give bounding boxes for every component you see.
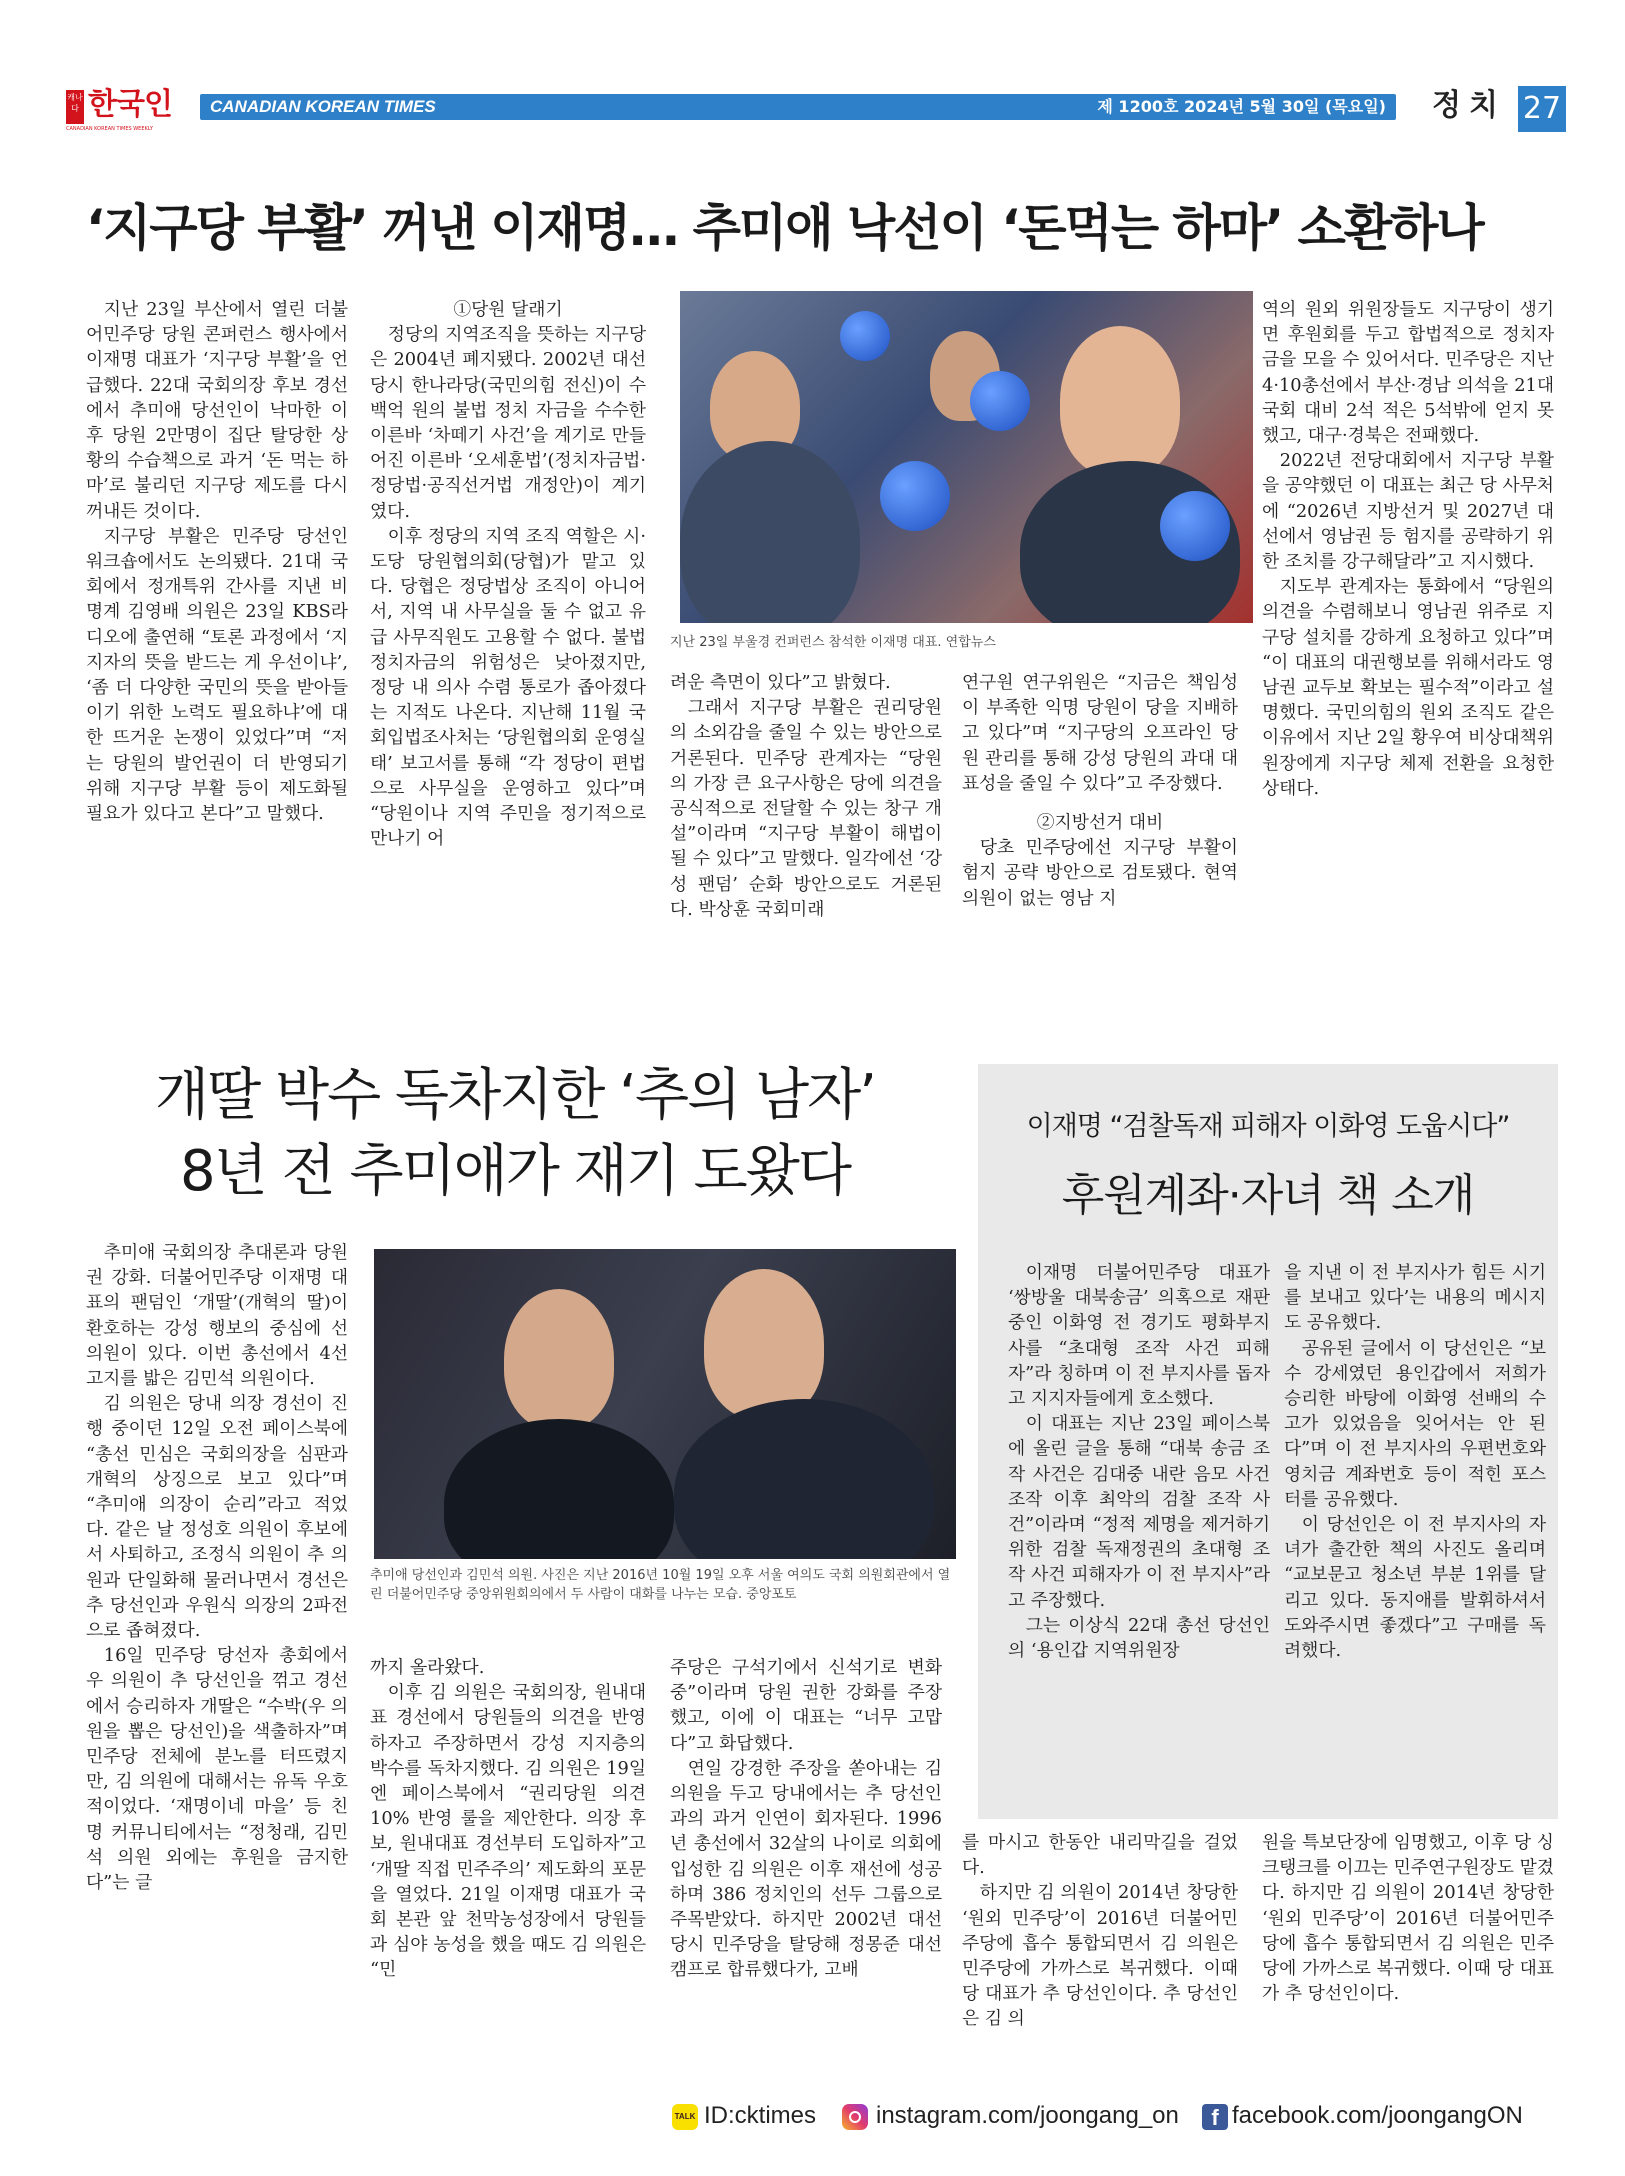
facebook-url: facebook.com/joongangON: [1232, 2102, 1523, 2129]
facebook-link[interactable]: [1202, 2096, 1523, 2136]
paper-name: CANADIAN KOREAN TIMES: [210, 97, 436, 116]
article1-headline: ‘지구당 부활’ 꺼낸 이재명… 추미애 낙선이 ‘돈먹는 하마’ 소환하나: [86, 199, 1483, 257]
paragraph: 를 마시고 한동안 내리막길을 걸었다.: [962, 1832, 1238, 1879]
article1-column-1: [86, 297, 348, 1017]
article1-photo-caption: 지난 23일 부울경 컨퍼런스 참석한 이재명 대표. 연합뉴스: [670, 635, 996, 650]
headline-line: 개딸 박수 독차지한 ‘추의 남자’: [155, 1063, 875, 1128]
paragraph: 역의 원외 위원장들도 지구당이 생기면 후원회를 두고 합법적으로 정치자금을 모을 수 있어서다. 민주당은 지난 4·10총선에서 부산·경남 의석을 21대 국회 대비 2석 적은 5석밖에 얻지 못했고, 대구·경북은 전패했다.: [1262, 299, 1554, 447]
paragraph: 그는 이상식 22대 총선 당선인의 ‘용인갑 지역위원장: [1008, 1614, 1270, 1662]
photo-person: [1060, 326, 1180, 476]
sidebar-column-1: [1008, 1260, 1270, 1790]
masthead: [66, 86, 1566, 134]
article2-column-1: [86, 1240, 348, 2032]
photo-person: [704, 1269, 824, 1419]
logo-box: 캐나다: [66, 90, 84, 124]
kakao-talk-icon: TALK: [672, 2104, 698, 2130]
instagram-icon: [842, 2104, 868, 2130]
paragraph: 그래서 지구당 부활은 권리당원의 소외감을 줄일 수 있는 방안으로 거론된다. 민주당 관계자는 “당원의 가장 큰 요구사항은 당에 의견을 공식적으로 전달할 수 있는 창구 개설”이라며 “지구당 부활이 해법이 될 수 있다”고 말했다. 일각에선 ‘강성 팬덤’ 순화 방안으로도 거론된다. 박상훈 국회미래: [670, 697, 942, 920]
balloon: [970, 371, 1030, 431]
paragraph: 이후 김 의원은 국회의장, 원내대표 경선에서 당원들의 의견을 반영하자고 주장하면서 강성 지지층의 박수를 독차지했다. 김 의원은 19일엔 페이스북에서 “권리당원 의견 10% 반영 룰을 제안한다. 의장 후보, 원내대표 경선부터 도입하자”고 ‘개딸 직접 민주주의’ 제도화의 포문을 열었다. 21일 이재명 대표가 국회 본관 앞 천막농성장에서 당원들과 심야 농성을 했을 때도 김 의원은 “민: [370, 1682, 646, 1981]
article2-column-2: [370, 1655, 646, 2033]
paragraph: 려운 측면이 있다”고 밝혔다.: [670, 672, 891, 693]
headline-line: 8년 전 추미애가 재기 도왔다: [180, 1139, 850, 1204]
article2-column-4: [962, 1830, 1238, 2032]
article2-photo-caption: 추미애 당선인과 김민석 의원. 사진은 지난 2016년 10월 19일 오후 서울 여의도 국회 의원회관에서 열린 더불어민주당 중앙위원회의에서 두 사람이 대화를 나누는 모습. 중앙포토: [370, 1568, 951, 1602]
sidebar-title: 후원계좌·자녀 책 소개: [1061, 1170, 1475, 1221]
paragraph: 주당은 구석기에서 신석기로 변화 중”이라며 당원 권한 강화를 주장했고, 이에 이 대표는 “너무 고맙다”고 화답했다.: [670, 1657, 942, 1754]
article2-column-3: [670, 1655, 942, 2033]
paragraph: 공유된 글에서 이 당선인은 “보수 강세였던 용인갑에서 저희가 승리한 바탕에 이화영 선배의 수고가 있었음을 잊어서는 안 된다”며 이 전 부지사의 우편번호와 영치금 계좌번호 등이 적힌 포스터를 공유했다.: [1284, 1337, 1546, 1510]
balloon: [840, 311, 890, 361]
paragraph: 당초 민주당에선 지구당 부활이 험지 공략 방안으로 검토됐다. 현역의원이 없는 영남 지: [962, 837, 1238, 909]
instagram-link[interactable]: [842, 2096, 1179, 2136]
newspaper-logo: [66, 86, 196, 134]
paragraph: 지도부 관계자는 통화에서 “당원의 의견을 수렴해보니 영남권 위주로 지구당 설치를 강하게 요청하고 있다”며 “이 대표의 대권행보를 위해서라도 영남권 교두보 확보는 필수적”이라고 설명했다. 국민의힘의 원외 조직도 같은 이유에서 지난 2일 황우여 비상대책위원장에게 지구당 체제 전환을 요청한 상태다.: [1262, 576, 1554, 799]
article2-column-5: [1262, 1830, 1554, 2032]
paragraph: 을 지낸 이 전 부지사가 힘든 시기를 보내고 있다’는 내용의 메시지도 공유했다.: [1284, 1262, 1546, 1334]
facebook-icon: f: [1202, 2104, 1228, 2130]
paragraph: 이 대표는 지난 23일 페이스북에 올린 글을 통해 “대북 송금 조작 사건은 김대중 내란 음모 사건 조작 이후 최악의 검찰 조작 사건”이라며 “정적 제명을 제거하기 위한 검찰 독재정권의 초대형 조작 사건 피해자가 이 전 부지사”라고 주장했다.: [1008, 1413, 1270, 1611]
article1-photo: [680, 291, 1253, 623]
paragraph: 이재명 더불어민주당 대표가 ‘쌍방울 대북송금’ 의혹으로 재판 중인 이화영 전 경기도 평화부지사를 “초대형 조작 사건 피해자”라 칭하며 이 전 부지사를 돕자고 지지자들에게 호소했다.: [1008, 1262, 1270, 1410]
sidebar-kicker: 이재명 “검찰독재 피해자 이화영 도웁시다”: [1026, 1111, 1510, 1142]
photo-person: [504, 1289, 614, 1429]
paragraph: 추미애 국회의장 추대론과 당원권 강화. 더불어민주당 이재명 대표의 팬덤인 ‘개딸’(개혁의 딸)이 환호하는 강성 행보의 중심에 선 의원이 있다. 이번 총선에서 4선 고지를 밟은 김민석 의원이다.: [86, 1242, 348, 1390]
paragraph: 16일 민주당 당선자 총회에서 우 의원이 추 당선인을 꺾고 경선에서 승리하자 개딸은 “수박(우 의원을 뽑은 당선인)을 색출하자”며 민주당 전체에 분노를 터뜨렸지만, 김 의원에 대해서는 유독 우호적이었다. ‘재명이네 마을’ 등 친명 커뮤니티에서는 “정청래, 김민석 의원 외에는 후원을 금지한다”는 글: [86, 1645, 348, 1894]
paragraph: 2022년 전당대회에서 지구당 부활을 공약했던 이 대표는 최근 당 사무처에 “2026년 지방선거 및 2027년 대선에서 영남권 등 험지를 공략하기 위한 조치를 강구해달라”고 지시했다.: [1262, 450, 1554, 573]
sidebar-column-2: [1284, 1260, 1546, 1790]
article1-column-4: [962, 670, 1238, 1018]
sidebar-box: [978, 1064, 1558, 1819]
page-number: 27: [1518, 86, 1566, 132]
kakao-id: ID:cktimes: [704, 2102, 817, 2129]
subheading: ②지방선거 대비: [1036, 812, 1164, 834]
instagram-url: instagram.com/joongang_on: [876, 2102, 1179, 2129]
article2-photo: [374, 1249, 956, 1559]
paragraph: 까지 올라왔다.: [370, 1657, 485, 1678]
logo-name: 한국인: [88, 87, 172, 122]
paragraph: 연구원 연구위원은 “지금은 책임성이 부족한 익명 당원이 당을 지배하고 있다”며 “지구당의 오프라인 당원 관리를 통해 강성 당원의 과대 대표성을 줄일 수 있다”고 주장했다.: [962, 672, 1238, 794]
header-bar: [200, 94, 1396, 120]
kakao-link[interactable]: [672, 2096, 816, 2136]
balloon: [1160, 491, 1230, 561]
paragraph: 김 의원은 당내 의장 경선이 진행 중이던 12일 오전 페이스북에 “총선 민심은 국회의장을 심판과 개혁의 상징으로 보고 있다”며 “추미애 의장이 순리”라고 적었다. 같은 날 정성호 의원이 후보에서 사퇴하고, 조정식 의원이 추 의원과 단일화해 물러나면서 경선은 추 당선인과 우원식 의장의 2파전으로 좁혀졌다.: [86, 1393, 348, 1642]
article1-column-3: [670, 670, 942, 1018]
paragraph: 정당의 지역조직을 뜻하는 지구당은 2004년 폐지됐다. 2002년 대선 당시 한나라당(국민의힘 전신)이 수백억 원의 불법 정치 자금을 수수한 이른바 ‘차떼기 사건’을 계기로 만들어진 이른바 ‘오세훈법’(정치자금법·정당법·공직선거법 개정안)이 계기였다.: [370, 324, 646, 522]
section-title: 정치: [1432, 88, 1506, 123]
subheading: ①당원 달래기: [453, 299, 563, 320]
balloon: [880, 461, 950, 531]
photo-person: [680, 441, 860, 623]
issue-date: 제 1200호 2024년 5월 30일 (목요일): [1097, 97, 1386, 116]
photo-person: [444, 1419, 674, 1559]
paragraph: 원을 특보단장에 임명했고, 이후 당 싱크탱크를 이끄는 민주연구원장도 맡겼다. 하지만 김 의원이 2014년 창당한 ‘원외 민주당’이 2016년 더불어민주당에 흡수 통합되면서 김 의원은 민주당에 가까스로 복귀했다. 이때 당 대표가 추 당선인이다.: [1262, 1832, 1554, 2005]
article1-column-2: [370, 297, 646, 1017]
paragraph: 이 당선인은 이 전 부지사의 자녀가 출간한 책의 사진도 올리며 “교보문고 청소년 부분 1위를 달리고 있다. 동지애를 발휘하셔서 도와주시면 좋겠다”고 구매를 독려했다.: [1284, 1514, 1546, 1662]
paragraph: 지난 23일 부산에서 열린 더불어민주당 당원 콘퍼런스 행사에서 이재명 대표가 ‘지구당 부활’을 언급했다. 22대 국회의장 후보 경선에서 추미애 당선인이 낙마한 이후 당원 2만명이 집단 탈당한 상황의 수습책으로 과거 ‘돈 먹는 하마’로 불리던 지구당 제도를 다시 꺼내든 것이다.: [86, 299, 348, 522]
paragraph: 지구당 부활은 민주당 당선인 워크숍에서도 논의됐다. 21대 국회에서 정개특위 간사를 지낸 비명계 김영배 의원은 23일 KBS라디오에 출연해 “토론 과정에서 ‘지지자의 뜻을 받드는 게 우선이냐’, ‘좀 더 다양한 국민의 뜻을 받아들이기 위한 노력도 필요하냐’에 대한 뜨거운 논쟁이 있었다”며 “저는 당원의 발언권이 더 반영되기 위해 지구당 부활 등이 제도화될 필요가 있다고 본다”고 말했다.: [86, 525, 348, 825]
paragraph: 하지만 김 의원이 2014년 창당한 ‘원외 민주당’이 2016년 더불어민주당에 흡수 통합되면서 김 의원은 민주당에 가까스로 복귀했다. 이때 당 대표가 추 당선인이다. 추 당선인은 김 의: [962, 1882, 1238, 2030]
paragraph: 이후 정당의 지역 조직 역할은 시·도당 당원협의회(당협)가 맡고 있다. 당협은 정당법상 조직이 아니어서, 지역 내 사무실을 둘 수 없고 유급 사무직원도 고용할 수 없다. 불법 정치자금의 위험성은 낮아졌지만, 정당 내 의사 수렴 통로가 좁아졌다는 지적도 나온다. 지난해 11월 국회입법조사처는 ‘당원협의회 운영실태’ 보고서를 통해 “각 정당이 편법으로 사무실을 운영하고 있다”며 “당원이나 지역 주민을 정기적으로 만나기 어: [370, 525, 646, 850]
paragraph: 연일 강경한 주장을 쏟아내는 김 의원을 두고 당내에서는 추 당선인과의 과거 인연이 회자된다. 1996년 총선에서 32살의 나이로 의회에 입성한 김 의원은 이후 재선에 성공하며 386 정치인의 선두 그룹으로 주목받았다. 하지만 2002년 대선 당시 민주당을 탈당해 정몽준 대선 캠프로 합류했다가, 고배: [670, 1757, 942, 1981]
article1-column-5: [1262, 297, 1554, 1017]
article2-headline: [80, 1058, 950, 1210]
logo-subtitle: CANADIAN KOREAN TIMES WEEKLY: [66, 126, 153, 132]
photo-person: [674, 1399, 934, 1559]
